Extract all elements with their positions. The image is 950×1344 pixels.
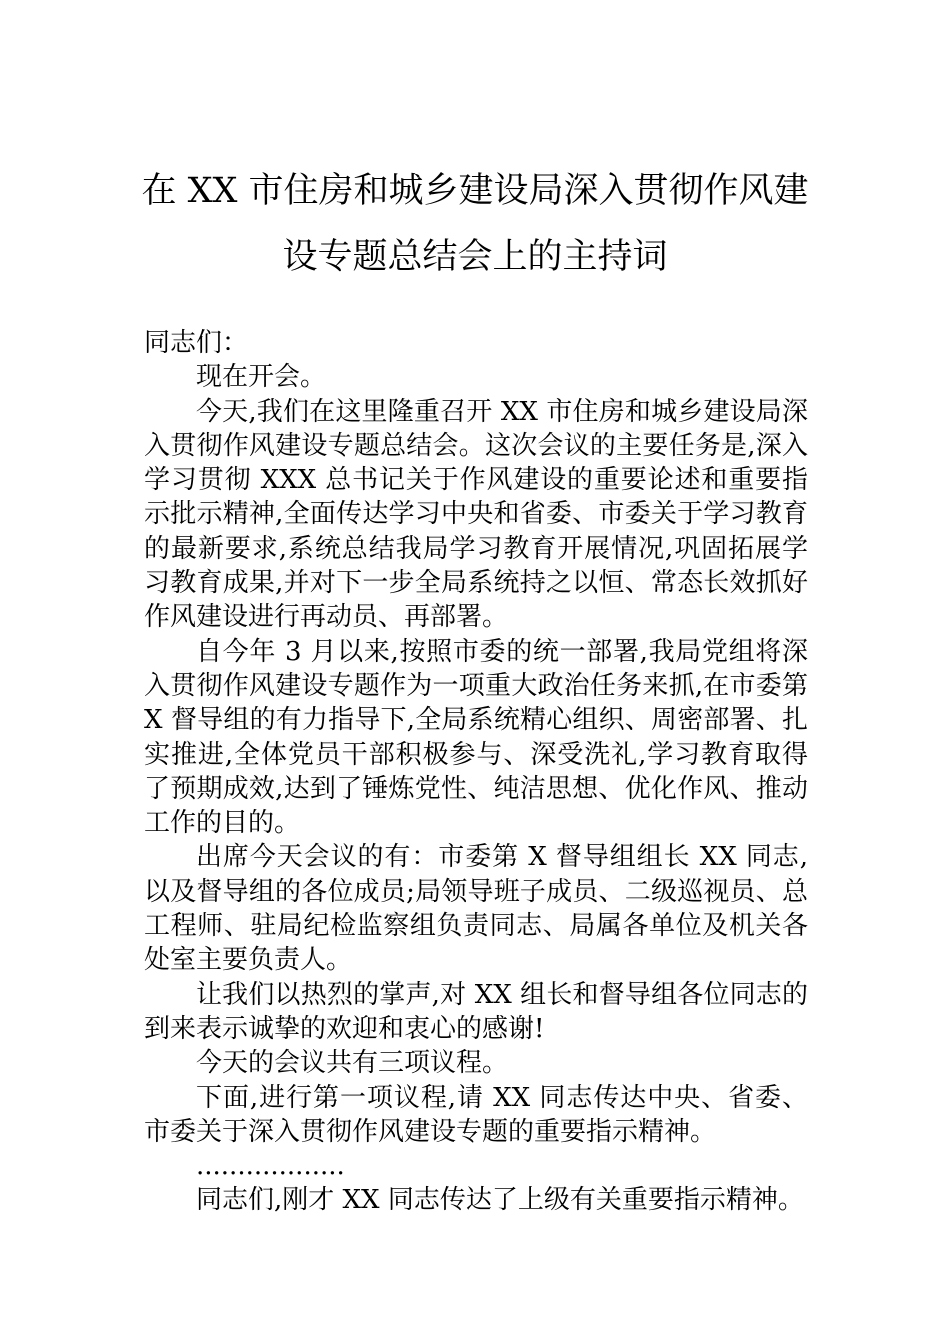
paragraph-welcome: 让我们以热烈的掌声,对 XX 组长和督导组各位同志的到来表示诚挚的欢迎和衷心的感谢!	[144, 979, 808, 1044]
paragraph-attendees: 出席今天会议的有：市委第 X 督导组组长 XX 同志,以及督导组的各位成员;局领导班子成员、二级巡视员、总工程师、驻局纪检监察组负责同志、局属各单位及机关各处室主要负责人。	[144, 842, 808, 976]
paragraph-transition: 同志们,刚才 XX 同志传达了上级有关重要指示精神。	[196, 1185, 804, 1216]
document-body	[144, 326, 808, 1218]
title-line-1: 在 XX 市住房和城乡建设局深入贯彻作风建	[141, 171, 809, 211]
paragraph-first-agenda: 下面,进行第一项议程,请 XX 同志传达中央、省委、市委关于深入贯彻作风建设专题的重要指示精神。	[144, 1082, 808, 1147]
salutation: 同志们：	[144, 328, 249, 358]
paragraph-meeting-purpose: 今天,我们在这里隆重召开 XX 市住房和城乡建设局深入贯彻作风建设专题总结会。这次会议的主要任务是,深入学习贯彻 XXX 总书记关于作风建设的重要论述和重要指示批示精神,全面传达学习中央和省委、市委关于学习教育的最新要求,系统总结我局学习教育开展情况,巩固拓展学习教育成果,并对下一步全局系统持之以恒、常态长效抓好作风建设进行再动员、再部署。	[144, 396, 808, 633]
paragraph-agenda-count: 今天的会议共有三项议程。	[196, 1048, 509, 1079]
title-line-2: 设专题总结会上的主持词	[282, 237, 668, 277]
paragraph-open-meeting: 现在开会。	[196, 362, 327, 393]
paragraph-work-summary: 自今年 3 月以来,按照市委的统一部署,我局党组将深入贯彻作风建设专题作为一项重大政治任务来抓,在市委第 X 督导组的有力指导下,全局系统精心组织、周密部署、扎实推进,全体党员干部积极参与、深受洗礼,学习教育取得了预期成效,达到了锤炼党性、纯洁思想、优化作风、推动工作的目的。	[144, 636, 808, 839]
document-title	[140, 158, 810, 290]
ellipsis-separator: ..................	[196, 1151, 345, 1182]
